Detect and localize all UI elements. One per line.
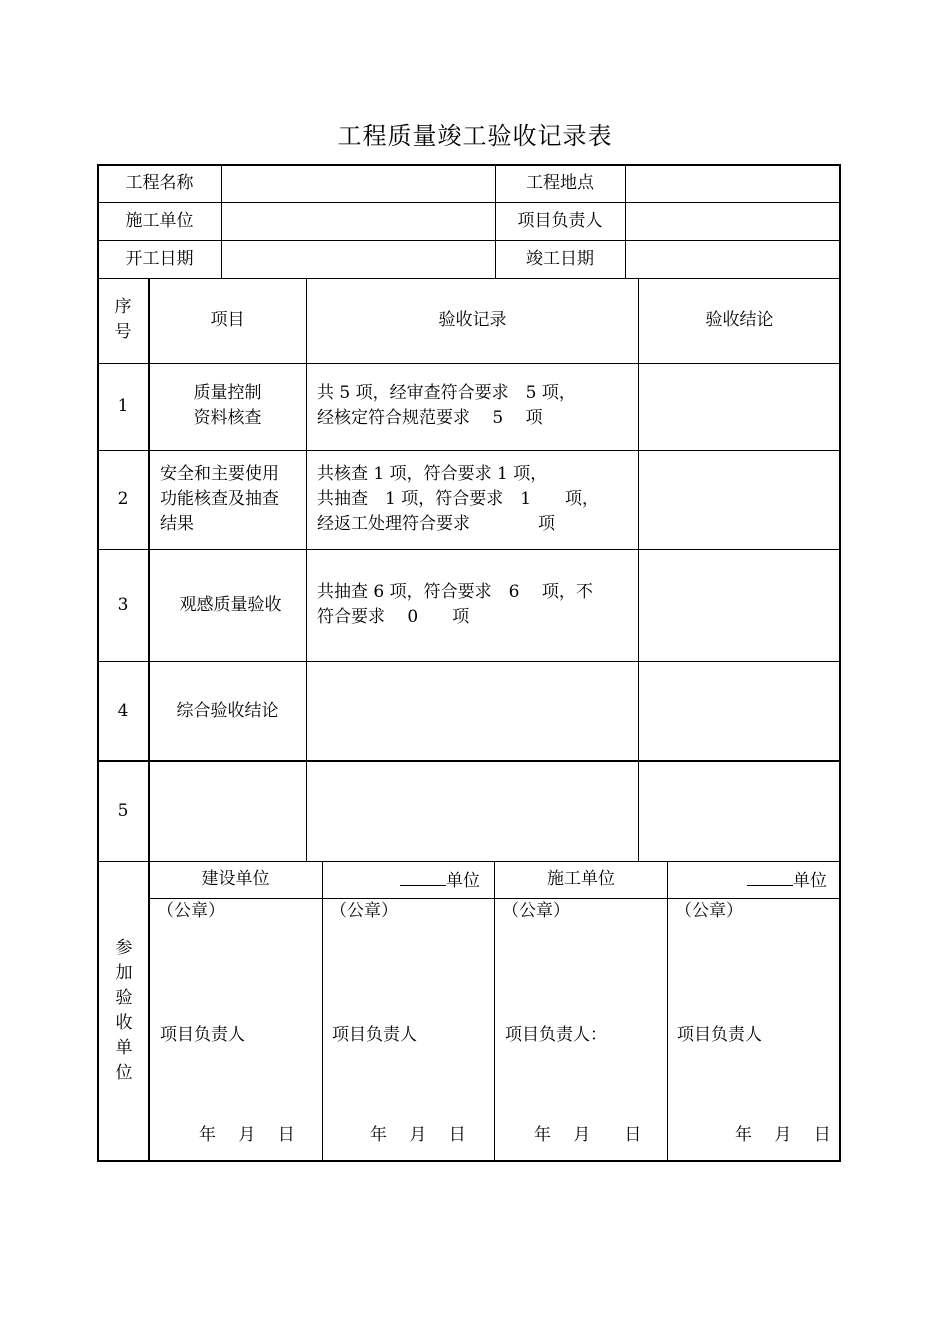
manager-label: 项目负责人： xyxy=(505,1025,607,1045)
start-date-label: 开工日期 xyxy=(125,249,194,269)
blank-underline[interactable] xyxy=(747,867,793,886)
row-record: 符合要求 0 项 xyxy=(317,607,470,627)
date-label: 年 月 日 xyxy=(735,1125,831,1145)
col-divider xyxy=(494,861,495,1161)
row-divider xyxy=(98,549,840,550)
column-header-conclusion: 验收结论 xyxy=(705,310,774,330)
col-divider xyxy=(667,861,668,1161)
manager-label: 项目负责人 xyxy=(160,1025,245,1045)
seal-label: （公章） xyxy=(157,901,225,921)
manager-label: 项目负责人 xyxy=(677,1025,762,1045)
row-number: 5 xyxy=(117,801,129,821)
row-divider xyxy=(98,861,840,862)
row-number: 3 xyxy=(117,595,129,615)
unit-name-blank: 单位 xyxy=(400,867,480,894)
col-divider xyxy=(322,861,323,1161)
seal-label: （公章） xyxy=(675,901,743,921)
row-item: 资料核查 xyxy=(193,408,262,428)
unit-name-blank: 单位 xyxy=(747,867,827,894)
unit-name-construction-owner: 建设单位 xyxy=(201,869,270,889)
blank-underline[interactable] xyxy=(400,867,446,886)
row-record: 共抽查 6 项，符合要求 6 项，不 xyxy=(317,582,593,602)
participants-side-label: 参 加 验 收 单 位 xyxy=(115,938,133,1083)
row-record: 经返工处理符合要求 项 xyxy=(317,514,555,534)
project-name-label: 工程名称 xyxy=(125,173,194,193)
project-manager-label: 项目负责人 xyxy=(517,211,603,231)
row-item: 结果 xyxy=(160,514,194,534)
col-divider xyxy=(638,278,639,861)
row-record: 共抽查 1 项，符合要求 1 项， xyxy=(317,489,600,509)
column-header-item: 项目 xyxy=(210,310,245,330)
row-divider xyxy=(98,202,840,203)
project-location-label: 工程地点 xyxy=(526,173,594,193)
col-divider xyxy=(625,165,626,278)
column-header-seq: 号 xyxy=(114,322,132,342)
completion-date-label: 竣工日期 xyxy=(526,249,594,269)
col-divider xyxy=(306,278,307,861)
row-divider xyxy=(98,661,840,662)
row-item: 质量控制 xyxy=(193,383,262,403)
row-number: 4 xyxy=(117,701,129,721)
seal-label: （公章） xyxy=(502,901,570,921)
row-record: 共 5 项，经审查符合要求 5 项， xyxy=(317,383,576,403)
row-item: 观感质量验收 xyxy=(179,595,282,615)
row-divider xyxy=(98,240,840,241)
row-divider xyxy=(98,760,840,762)
row-record: 经核定符合规范要求 5 项 xyxy=(317,408,543,428)
row-divider xyxy=(98,363,840,364)
row-item: 安全和主要使用 xyxy=(160,464,279,484)
row-record: 共核查 1 项，符合要求 1 项， xyxy=(317,464,548,484)
row-divider xyxy=(98,278,840,279)
row-divider xyxy=(98,450,840,451)
manager-label: 项目负责人 xyxy=(332,1025,417,1045)
col-divider xyxy=(221,165,222,278)
date-label: 年 月 日 xyxy=(534,1125,642,1145)
unit-name-contractor: 施工单位 xyxy=(547,869,615,889)
contractor-label: 施工单位 xyxy=(125,211,194,231)
column-header-seq: 序 xyxy=(114,297,132,317)
date-label: 年 月 日 xyxy=(370,1125,466,1145)
row-number: 2 xyxy=(117,489,129,509)
row-number: 1 xyxy=(117,396,129,416)
date-label: 年 月 日 xyxy=(199,1125,295,1145)
row-item: 功能核查及抽查 xyxy=(160,489,279,509)
page-title: 工程质量竣工验收记录表 xyxy=(337,122,613,150)
seal-label: （公章） xyxy=(330,901,398,921)
column-header-record: 验收记录 xyxy=(438,310,507,330)
row-item: 综合验收结论 xyxy=(176,701,279,721)
